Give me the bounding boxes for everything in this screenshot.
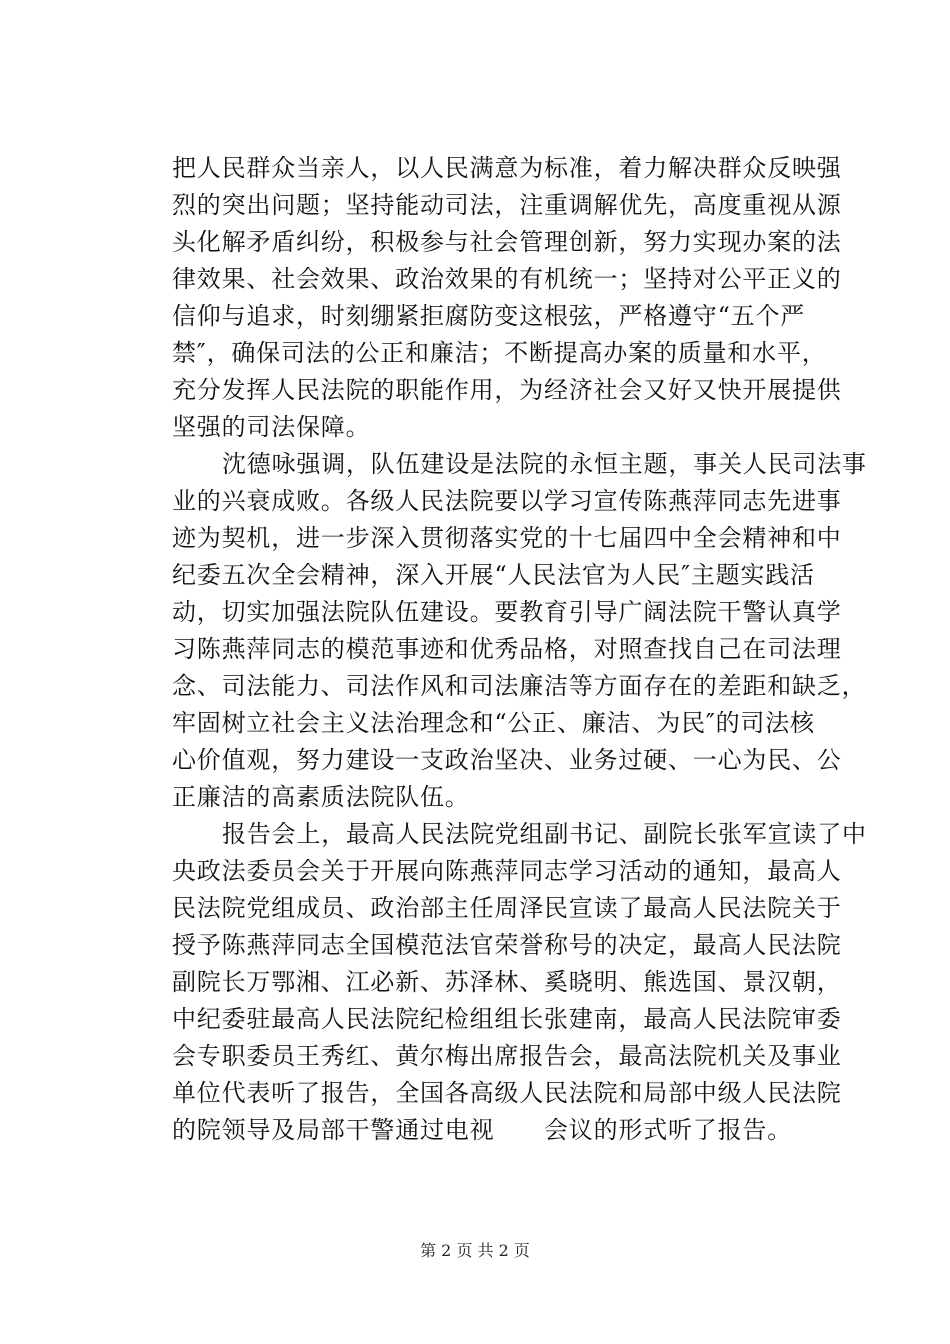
document-body (172, 150, 867, 1149)
text-line: 沈德咏强调，队伍建设是法院的永恒主题，事关人民司法事 (222, 450, 867, 478)
text-line: 心价值观，努力建设一支政治坚决、业务过硬、一心为民、公 (172, 746, 842, 774)
text-line: 民法院党组成员、政治部主任周泽民宣读了最高人民法院关于 (172, 894, 842, 922)
text-line: 纪委五次全会精神，深入开展“人民法官为人民″主题实践活 (172, 561, 815, 589)
text-line: 律效果、社会效果、政治效果的有机统一；坚持对公平正义的 (172, 265, 842, 293)
paragraph-3 (172, 816, 867, 1149)
text-line: 烈的突出问题；坚持能动司法，注重调解优先，高度重视从源 (172, 191, 842, 219)
text-line: 把人民群众当亲人，以人民满意为标准，着力解决群众反映强 (172, 154, 842, 182)
page-footer: 第 2 页 共 2 页 (420, 1241, 530, 1260)
text-line: 习陈燕萍同志的模范事迹和优秀品格，对照查找自己在司法理 (172, 635, 842, 663)
text-line: 禁″，确保司法的公正和廉洁；不断提高办案的质量和水平， (172, 339, 827, 367)
text-line: 迹为契机，进一步深入贯彻落实党的十七届四中全会精神和中 (172, 524, 842, 552)
text-line: 中纪委驻最高人民法院纪检组组长张建南，最高人民法院审委 (172, 1005, 842, 1033)
text-line: 信仰与追求，时刻绷紧拒腐防变这根弦，严格遵守“五个严 (172, 302, 806, 330)
text-line: 动，切实加强法院队伍建设。要教育引导广阔法院干警认真学 (172, 598, 842, 626)
text-line: 头化解矛盾纠纷，积极参与社会管理创新，努力实现办案的法 (172, 228, 842, 256)
text-line: 会专职委员王秀红、黄尔梅出席报告会，最高法院机关及事业 (172, 1042, 842, 1070)
text-line: 牢固树立社会主义法治理念和“公正、廉洁、为民″的司法核 (172, 709, 815, 737)
text-line: 副院长万鄂湘、江必新、苏泽林、奚晓明、熊选国、景汉朝， (172, 968, 842, 996)
paragraph-2 (172, 446, 867, 816)
text-line: 央政法委员会关于开展向陈燕萍同志学习活动的通知，最高人 (172, 857, 842, 885)
text-line: 的院领导及局部干警通过电视 会议的形式听了报告。 (172, 1116, 792, 1144)
text-line: 正廉洁的高素质法院队伍。 (172, 783, 470, 811)
paragraph-1 (172, 150, 842, 446)
text-line: 念、司法能力、司法作风和司法廉洁等方面存在的差距和缺乏， (172, 672, 867, 700)
text-line: 单位代表听了报告，全国各高级人民法院和局部中级人民法院 (172, 1079, 842, 1107)
text-line: 业的兴衰成败。各级人民法院要以学习宣传陈燕萍同志先进事 (172, 487, 842, 515)
text-line: 报告会上，最高人民法院党组副书记、副院长张军宣读了中 (222, 820, 867, 848)
text-line: 坚强的司法保障。 (172, 413, 371, 441)
text-line: 充分发挥人民法院的职能作用，为经济社会又好又快开展提供 (172, 376, 842, 404)
text-line: 授予陈燕萍同志全国模范法官荣誉称号的决定，最高人民法院 (172, 931, 842, 959)
